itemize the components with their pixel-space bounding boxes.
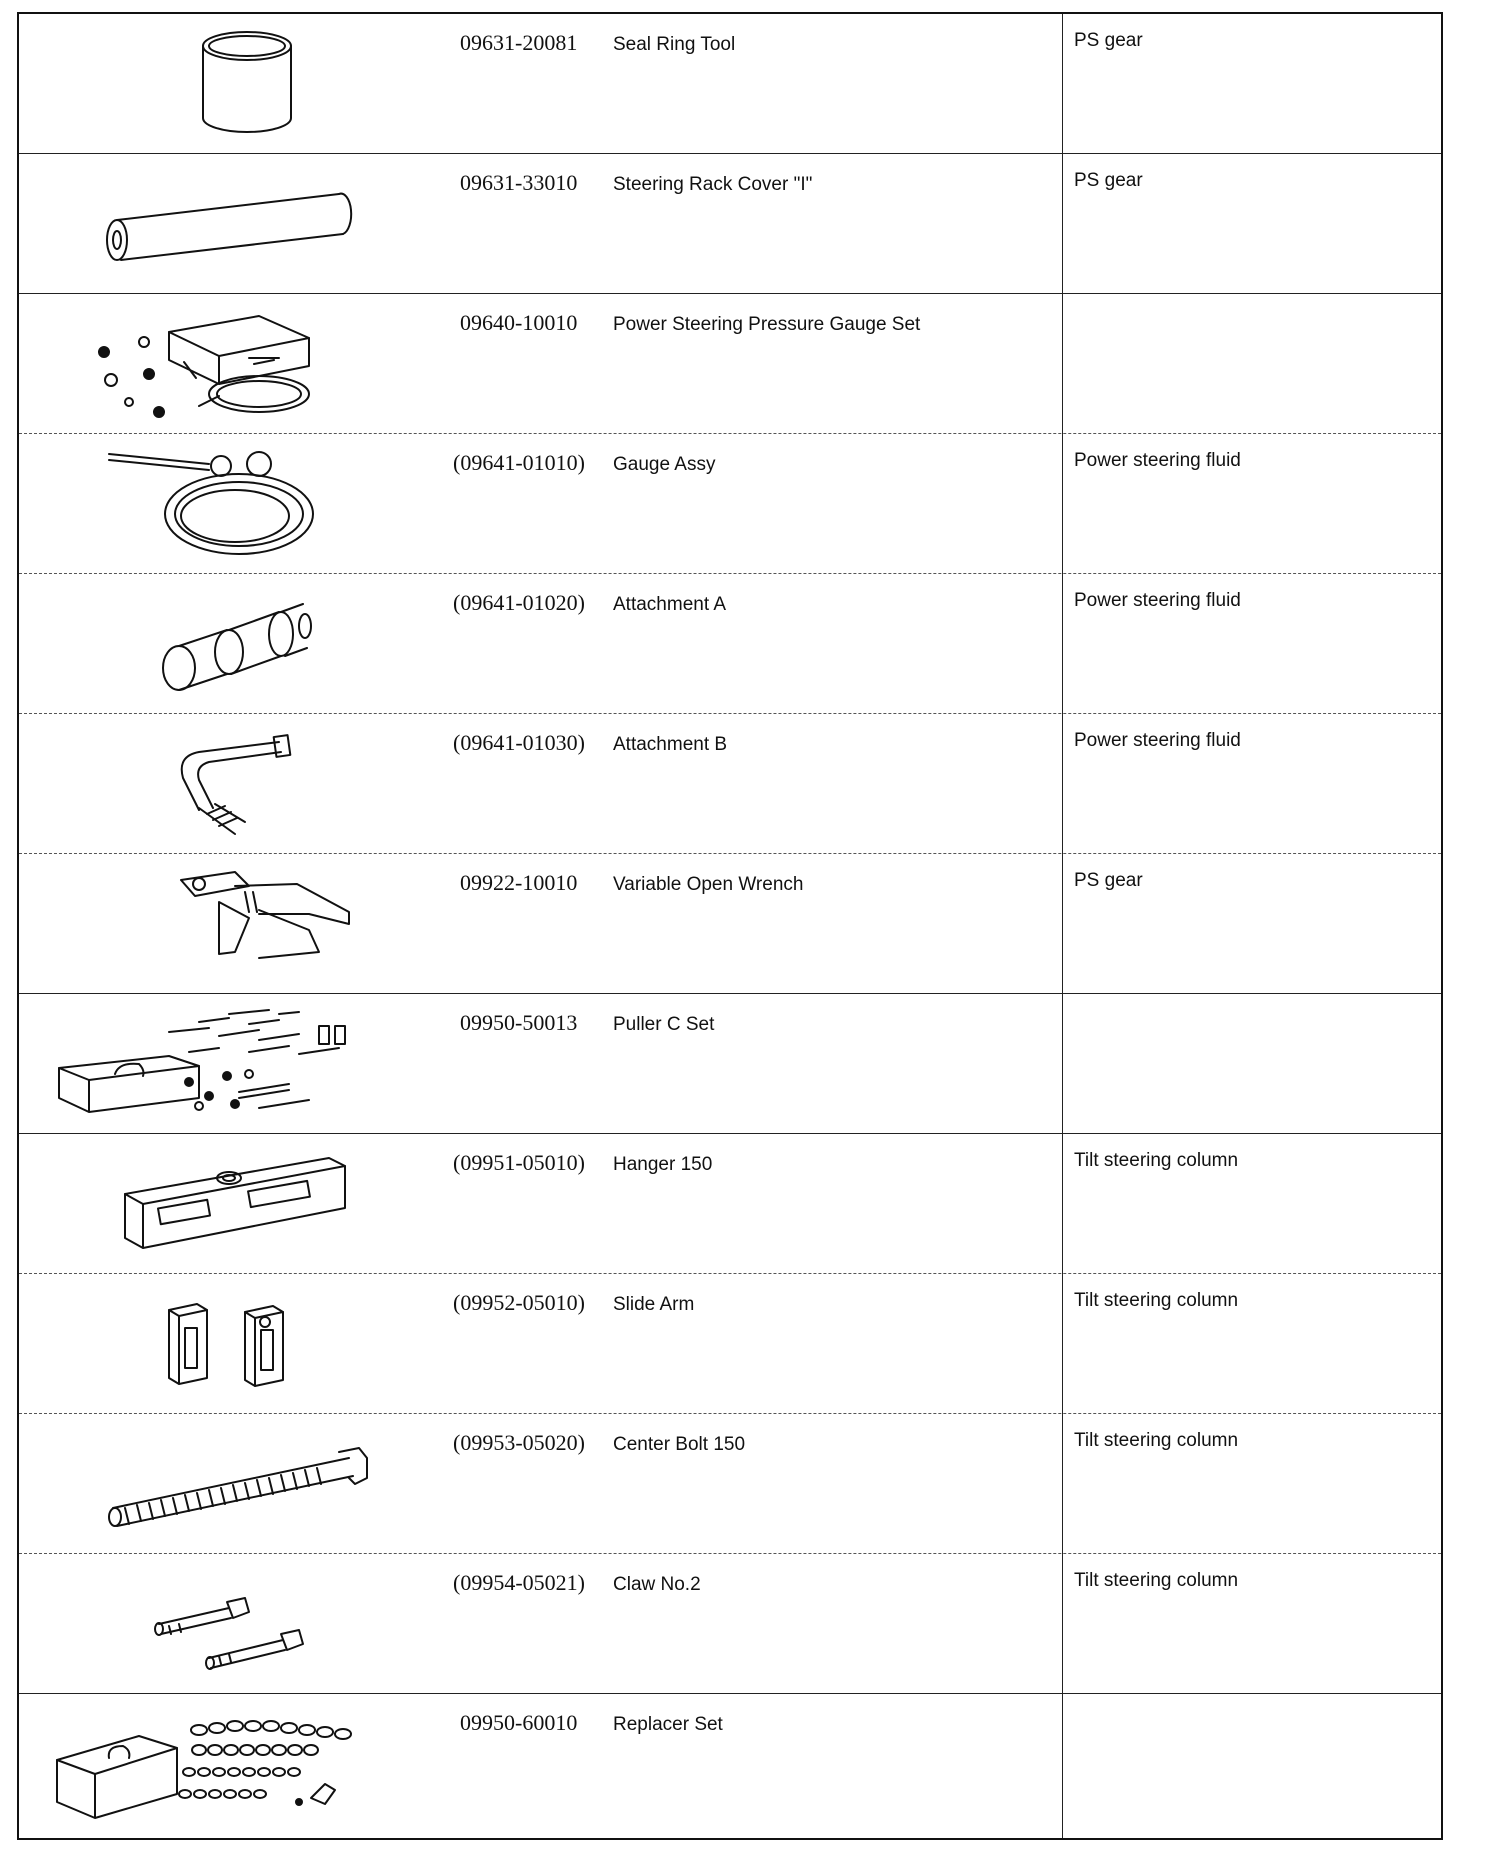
tool-name: Hanger 150 — [613, 1154, 713, 1175]
tool-use: Tilt steering column — [1074, 1430, 1239, 1451]
rack-cover-icon — [49, 162, 389, 286]
tool-use: Power steering fluid — [1074, 450, 1241, 471]
tool-use: PS gear — [1074, 170, 1143, 191]
puller-set-icon — [49, 1002, 389, 1126]
tool-name: Attachment A — [613, 594, 727, 615]
part-number: (09641-01030) — [453, 730, 585, 755]
wrench-icon — [49, 862, 389, 986]
tool-row — [19, 714, 1441, 854]
tool-row — [19, 1134, 1441, 1274]
part-number: 09922-10010 — [460, 870, 578, 895]
claw-icon — [49, 1562, 389, 1686]
tool-use: PS gear — [1074, 30, 1143, 51]
part-number: 09950-60010 — [460, 1710, 578, 1735]
tool-use: Tilt steering column — [1074, 1150, 1239, 1171]
tool-use: Tilt steering column — [1074, 1290, 1239, 1311]
tool-use: Power steering fluid — [1074, 730, 1241, 751]
tool-name: Gauge Assy — [613, 454, 716, 475]
part-number: 09950-50013 — [460, 1010, 578, 1035]
slide-arm-icon — [49, 1282, 389, 1406]
part-number: (09954-05021) — [453, 1570, 585, 1595]
tool-row — [19, 154, 1441, 294]
tool-name: Slide Arm — [613, 1294, 695, 1315]
tool-name: Center Bolt 150 — [613, 1434, 746, 1455]
tool-row — [19, 574, 1441, 714]
seal-ring-tool-icon — [49, 22, 389, 146]
gauge-set-icon — [49, 302, 389, 426]
tool-row — [19, 1554, 1441, 1694]
column-divider — [1062, 14, 1063, 1838]
part-number: 09631-33010 — [460, 170, 578, 195]
part-number: 09631-20081 — [460, 30, 578, 55]
tool-row — [19, 434, 1441, 574]
part-number: (09953-05020) — [453, 1430, 585, 1455]
hanger-icon — [49, 1142, 389, 1266]
tool-name: Seal Ring Tool — [613, 34, 736, 55]
part-number: 09640-10010 — [460, 310, 578, 335]
tool-name: Replacer Set — [613, 1714, 723, 1735]
tool-row — [19, 1274, 1441, 1414]
tool-name: Attachment B — [613, 734, 728, 755]
tool-name: Puller C Set — [613, 1014, 715, 1035]
tool-name: Claw No.2 — [613, 1574, 701, 1595]
tool-use: Power steering fluid — [1074, 590, 1241, 611]
part-number: (09641-01010) — [453, 450, 585, 475]
part-number: (09951-05010) — [453, 1150, 585, 1175]
part-number: (09952-05010) — [453, 1290, 585, 1315]
tool-row — [19, 294, 1441, 434]
tool-name: Steering Rack Cover "I" — [613, 174, 813, 195]
attachment-a-icon — [49, 582, 389, 706]
special-tools-table — [17, 12, 1443, 1840]
tool-row — [19, 1414, 1441, 1554]
tool-row — [19, 854, 1441, 994]
replacer-set-icon — [49, 1702, 389, 1826]
part-number: (09641-01020) — [453, 590, 585, 615]
tool-row — [19, 14, 1441, 154]
center-bolt-icon — [49, 1422, 389, 1546]
tool-row — [19, 1694, 1441, 1838]
tool-row — [19, 994, 1441, 1134]
tool-use: Tilt steering column — [1074, 1570, 1239, 1591]
gauge-assy-icon — [49, 442, 389, 566]
tool-name: Power Steering Pressure Gauge Set — [613, 314, 921, 335]
tool-name: Variable Open Wrench — [613, 874, 804, 895]
attachment-b-icon — [49, 722, 389, 846]
tool-use: PS gear — [1074, 870, 1143, 891]
